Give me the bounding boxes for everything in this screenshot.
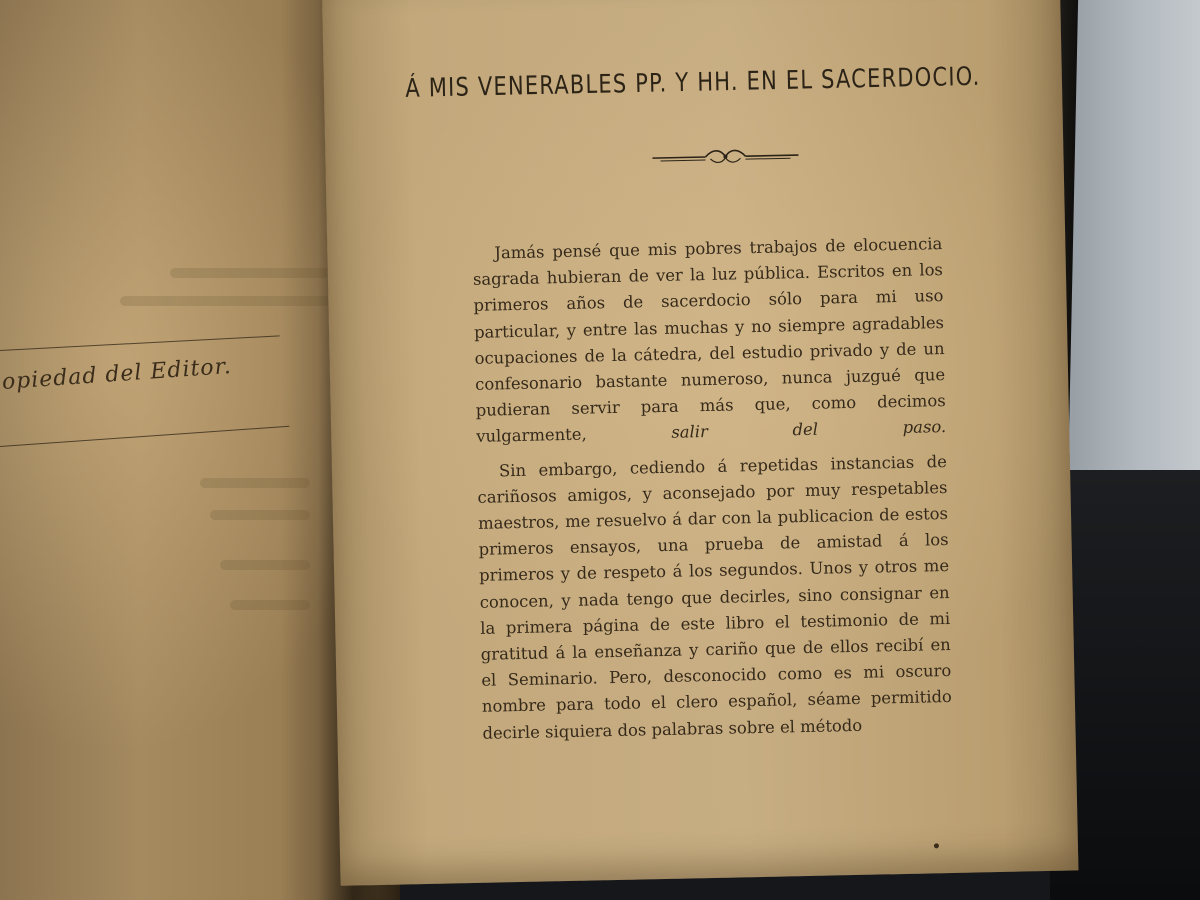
bleed-through-text: [230, 600, 310, 610]
page-heading: Á MIS VENERABLES PP. Y HH. EN EL SACERDOCIO.: [405, 61, 981, 103]
bleed-through-text: [220, 560, 310, 570]
italic-phrase: salir del paso.: [671, 417, 947, 443]
paragraph: Sin embargo, cediendo á repetidas instancias de cariñosos amigos, y aconsejado por muy respetables maestros, me resuelvo á dar con la publicacion de estos primeros ensayos, una prueba de amistad á los primeros y de respeto á los segundos. Unos y otros me conocen, y nada tengo que decirles, sino consignar en la primera página de este libro el testimonio de mi gratitud á la enseñanza y cariño que de ellos recibí en el Seminario. Pero, desconocido como es mi oscuro nombre para todo el clero español, séame permitido decirle siquiera dos palabras sobre el método: [477, 451, 953, 743]
ornament-flourish-icon: [650, 144, 800, 169]
bleed-through-text: [170, 268, 330, 278]
editor-line: opiedad del Editor.: [1, 353, 233, 395]
divider-rule: [0, 335, 280, 351]
ink-speck: [934, 843, 939, 848]
divider-rule: [0, 426, 289, 447]
body-text: [472, 231, 952, 747]
bleed-through-text: [200, 478, 310, 488]
right-page: [322, 0, 1078, 886]
paragraph: [472, 231, 946, 450]
bleed-through-text: [120, 296, 330, 306]
paragraph-text: Jamás pensé que mis pobres trabajos de elocuencia sagrada hubieran de ver la luz pública. Escritos en los primeros años de sacerdocio sólo para mi uso particular, y entre las muchas y no siempre agradables ocupaciones de la cátedra, del estudio privado y de un confesonario bastante numeroso, nunca juzgué que pudieran servir para más que, como decimos vulgarmente,: [472, 234, 946, 447]
bleed-through-text: [210, 510, 310, 520]
